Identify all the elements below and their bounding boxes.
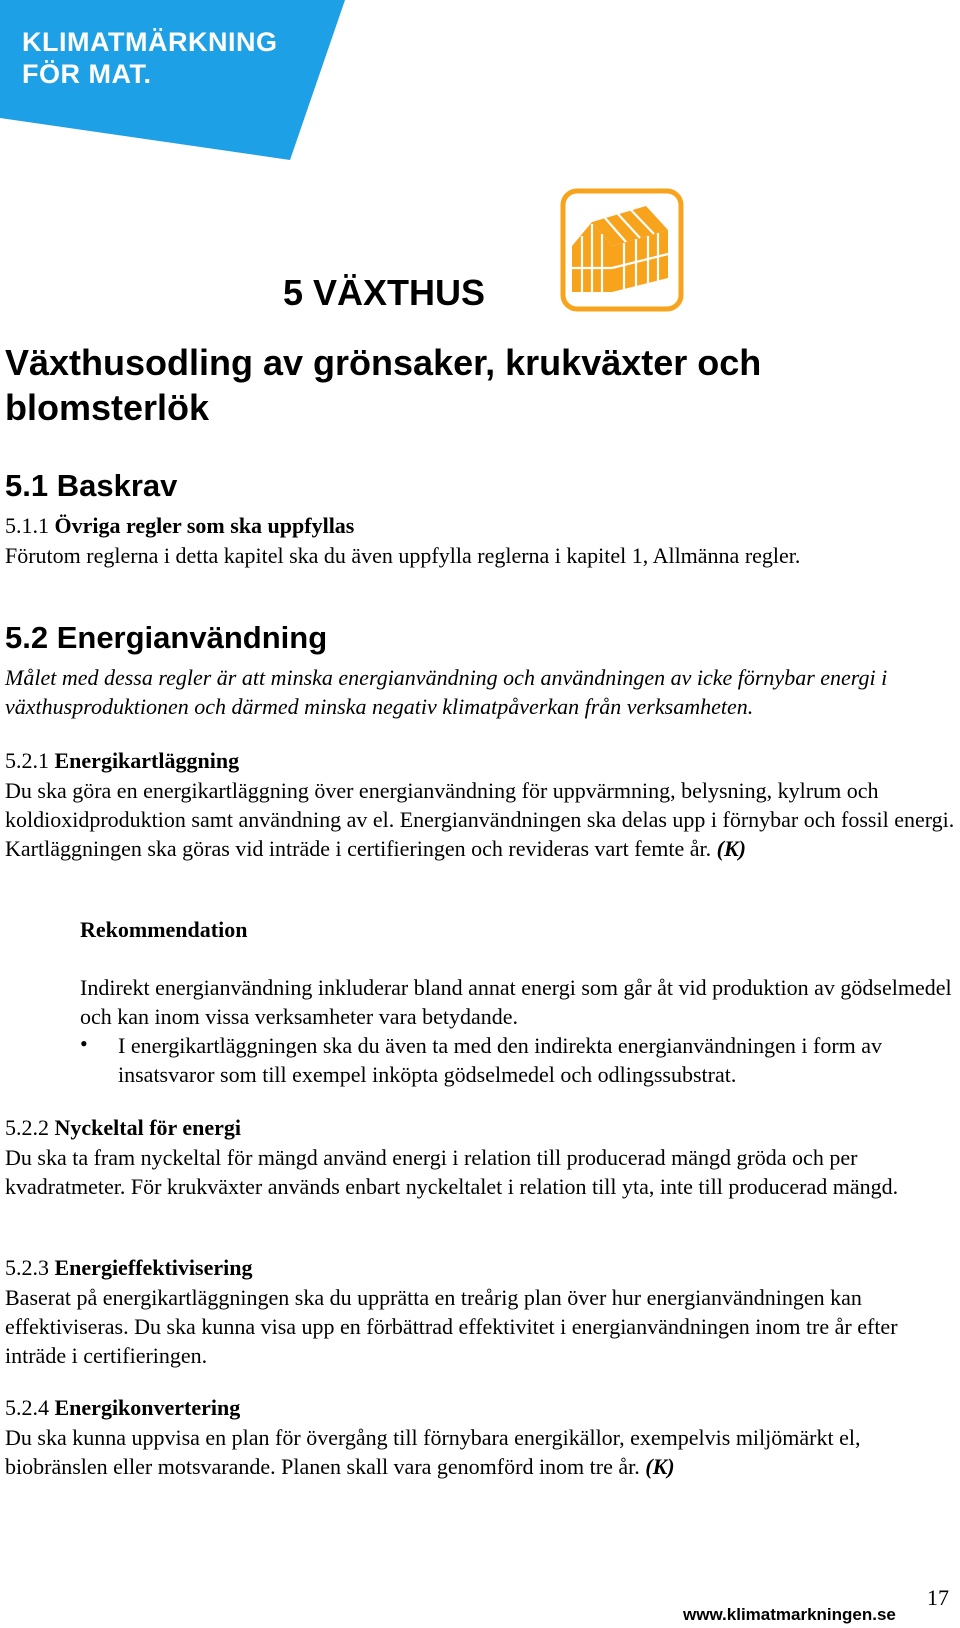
section-5-2-3-text: Baserat på energikartläggningen ska du upprätta en treårig plan över hur energianvändningen kan effektiviseras. Du ska kunna visa upp en förbättrad effektivitet i energianvändningen inom tre år efter inträde i certifieringen.	[5, 1285, 898, 1368]
page-heading: Växthusodling av grönsaker, krukväxter och blomsterlök	[5, 342, 762, 428]
bullet-icon: •	[80, 1031, 88, 1056]
logo-line-1: KLIMATMÄRKNING	[22, 27, 278, 57]
section-5-2-1-heading	[5, 748, 239, 774]
section-title: Energikonvertering	[54, 1395, 241, 1420]
section-number: 5.2.1	[5, 748, 49, 773]
chapter-title: 5 VÄXTHUS	[283, 272, 486, 313]
section-title: Nyckeltal för energi	[54, 1115, 242, 1140]
section-5-2-3-heading	[5, 1255, 252, 1281]
section-5-2-intro: Målet med dessa regler är att minska energianvändning och användningen av icke förnybar energi i växthusproduktionen och därmed minska negativ klimatpåverkan från verksamheten.	[5, 665, 888, 719]
section-5-2-4-heading	[5, 1395, 240, 1421]
greenhouse-icon	[560, 188, 684, 312]
recommendation-bullet: I energikartläggningen ska du även ta med den indirekta energianvändningen i form av insatsvaror som till exempel inköpta gödselmedel och odlingssubstrat.	[118, 1033, 883, 1087]
logo-line-2: FÖR MAT.	[22, 59, 152, 89]
section-5-1-1-text: Förutom reglerna i detta kapitel ska du även uppfylla reglerna i kapitel 1, Allmänna regler.	[5, 543, 801, 568]
section-5-2-2-text: Du ska ta fram nyckeltal för mängd använd energi i relation till producerad mängd gröda och per kvadratmeter. För krukväxter används enbart nyckeltalet i relation till yta, inte till producerad mängd.	[5, 1145, 899, 1199]
section-5-1-title: 5.1 Baskrav	[5, 468, 178, 503]
section-5-2-title: 5.2 Energianvändning	[5, 620, 328, 655]
recommendation-title	[80, 917, 247, 943]
section-number: 5.2.4	[5, 1395, 49, 1420]
rule-text: Du ska kunna uppvisa en plan för övergång till förnybara energikällor, exempelvis miljömärkt el, biobränslen eller motsvarande. Planen skall vara genomförd inom tre år.	[5, 1425, 861, 1479]
rule-text: Du ska göra en energikartläggning över energianvändning för uppvärmning, belysning, kylrum och koldioxidproduktion samt användning av el. Energianvändningen ska delas upp i förnybar och fossil energi. Kartläggningen ska göras vid inträde i certifieringen och revideras vart femte år.	[5, 778, 955, 861]
footer-url[interactable]: www.klimatmarkningen.se	[683, 1605, 896, 1624]
section-number: 5.2.2	[5, 1115, 49, 1140]
page-number: 17	[927, 1585, 949, 1610]
section-title: Energikartläggning	[54, 748, 240, 773]
section-title: Energieffektivisering	[54, 1255, 253, 1280]
section-number: 5.2.3	[5, 1255, 49, 1280]
section-number: 5.1.1	[5, 513, 49, 538]
control-tag: (K)	[716, 836, 746, 861]
brand-logo	[0, 0, 350, 165]
logo-text	[22, 26, 277, 90]
recommendation-title-text: Rekommendation	[80, 917, 248, 942]
section-5-2-1-text	[5, 776, 955, 863]
section-title: Övriga regler som ska uppfyllas	[54, 513, 355, 538]
section-5-2-2-heading	[5, 1115, 241, 1141]
control-tag: (K)	[645, 1454, 675, 1479]
section-5-2-4-text	[5, 1423, 955, 1481]
section-5-1-1-heading	[5, 513, 354, 539]
recommendation-text: Indirekt energianvändning inkluderar bland annat energi som går åt vid produktion av gödselmedel och kan inom vissa verksamheter vara betydande.	[80, 975, 952, 1029]
